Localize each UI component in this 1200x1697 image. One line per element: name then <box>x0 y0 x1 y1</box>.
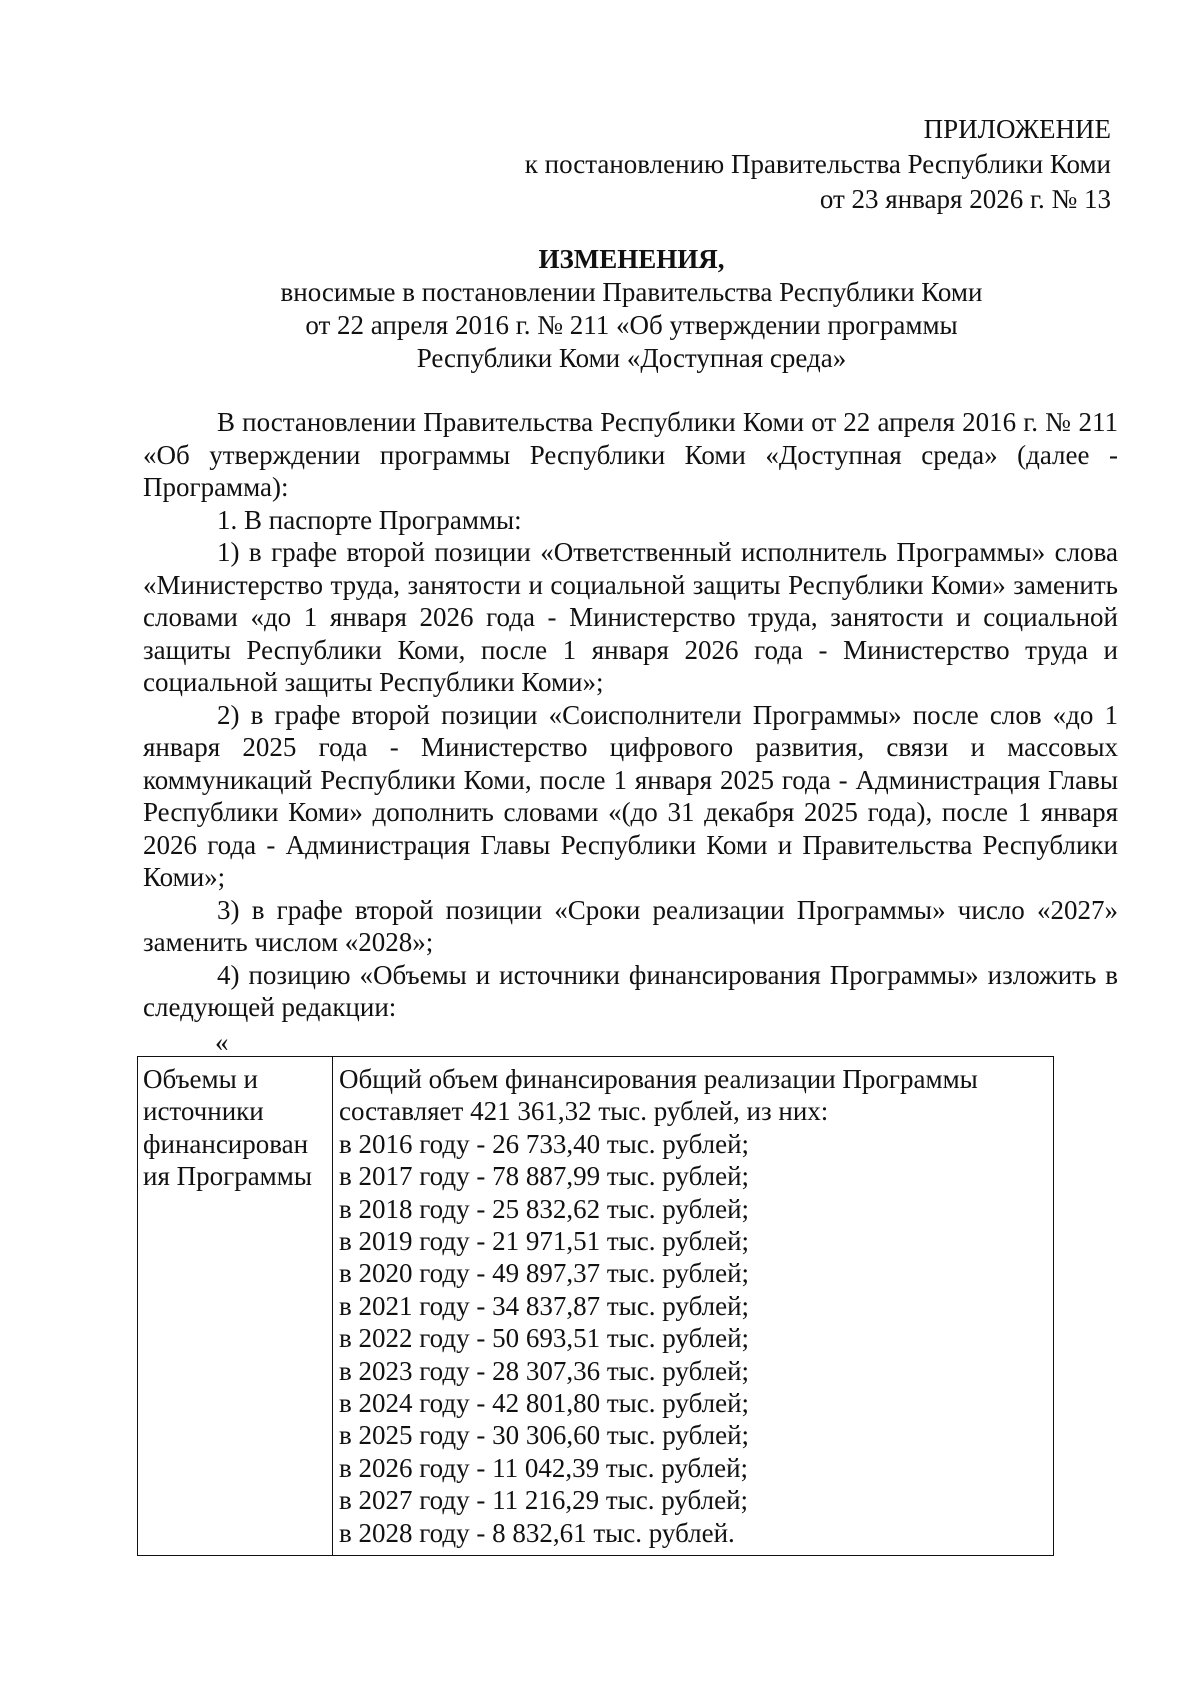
year-line: в 2016 году - 26 733,40 тыс. рублей; <box>339 1128 750 1159</box>
label-line: ия Программы <box>143 1161 312 1192</box>
table-content-cell <box>333 1057 1054 1556</box>
paragraph-subitem-1: 1) в графе второй позиции «Ответственный исполнитель Программы» слова «Министерство труда, занятости и социальной защиты Республики Коми» заменить словами «до 1 января 2026 года - Министерство труда, занятости и социальной защиты Республики Коми, после 1 января 2026 года - Министерство труда и социальной защиты Республики Коми»; <box>143 537 1118 697</box>
appendix-date-number: от 23 января 2026 г. № 13 <box>819 184 1111 214</box>
title-main: ИЗМЕНЕНИЯ, <box>538 244 725 274</box>
year-line: в 2020 году - 49 897,37 тыс. рублей; <box>339 1258 750 1289</box>
table-row <box>138 1057 1054 1556</box>
appendix-reference: к постановлению Правительства Республики Коми <box>524 149 1111 179</box>
appendix-heading: ПРИЛОЖЕНИЕ <box>923 114 1111 144</box>
year-line: в 2025 году - 30 306,60 тыс. рублей; <box>339 1420 750 1451</box>
label-line: Объемы и <box>143 1064 258 1094</box>
year-line: в 2028 году - 8 832,61 тыс. рублей. <box>339 1517 735 1548</box>
open-quote-mark: « <box>215 1027 229 1057</box>
label-line: финансирован <box>143 1128 309 1159</box>
year-line: в 2017 году - 78 887,99 тыс. рублей; <box>339 1161 750 1192</box>
funding-table <box>137 1056 1054 1556</box>
appendix-header <box>525 112 1111 217</box>
label-line: источники <box>143 1096 264 1127</box>
year-line: в 2023 году - 28 307,36 тыс. рублей; <box>339 1355 750 1386</box>
table-label-cell <box>138 1057 333 1556</box>
year-line: в 2026 году - 11 042,39 тыс. рублей; <box>339 1452 749 1483</box>
total-line: составляет 421 361,32 тыс. рублей, из них: <box>339 1096 829 1127</box>
title-line: от 22 апреля 2016 г. № 211 «Об утверждении программы <box>305 310 958 340</box>
year-line: в 2027 году - 11 216,29 тыс. рублей; <box>339 1485 749 1516</box>
paragraph-subitem-4: 4) позицию «Объемы и источники финансирования Программы» изложить в следующей редакции: <box>143 959 1118 1022</box>
title-line: Республики Коми «Доступная среда» <box>416 343 847 373</box>
year-line: в 2018 году - 25 832,62 тыс. рублей; <box>339 1193 750 1224</box>
year-line: в 2019 году - 21 971,51 тыс. рублей; <box>339 1226 750 1257</box>
total-line: Общий объем финансирования реализации Программы <box>339 1064 978 1094</box>
paragraph-item-1: 1. В паспорте Программы: <box>217 504 522 535</box>
year-line: в 2021 году - 34 837,87 тыс. рублей; <box>339 1290 750 1321</box>
document-title <box>140 243 1123 375</box>
paragraph-subitem-2: 2) в графе второй позиции «Соисполнители Программы» после слов «до 1 января 2025 года - Министерство цифрового развития, связи и массовых коммуникаций Республики Коми, после 1 января 2025 года - Администрация Главы Республики Коми» дополнить словами «(до 31 декабря 2025 года), после 1 января 2026 года - Администрация Главы Республики Коми и Правительства Республики Коми»; <box>143 699 1118 892</box>
year-line: в 2024 году - 42 801,80 тыс. рублей; <box>339 1388 750 1419</box>
title-line: вносимые в постановлении Правительства Республики Коми <box>280 277 983 307</box>
paragraph-intro: В постановлении Правительства Республики Коми от 22 апреля 2016 г. № 211 «Об утверждении программы Республики Коми «Доступная среда» (далее - Программа): <box>143 407 1118 502</box>
document-body <box>143 406 1118 1024</box>
paragraph-subitem-3: 3) в графе второй позиции «Сроки реализации Программы» число «2027» заменить числом «2028»; <box>143 894 1118 957</box>
year-line: в 2022 году - 50 693,51 тыс. рублей; <box>339 1323 750 1354</box>
